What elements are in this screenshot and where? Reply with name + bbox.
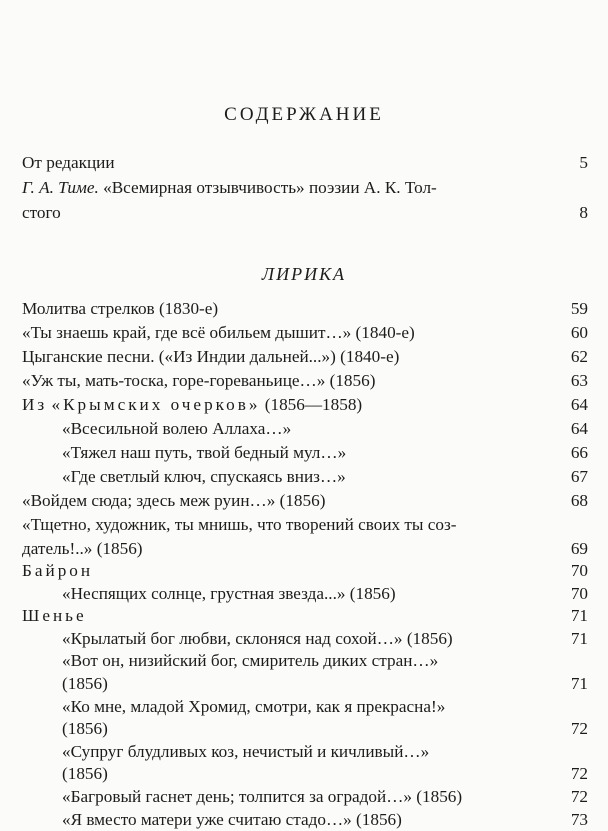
toc-entry-title: «Крылатый бог любви, склоняся над сохой…» (1856) [62, 628, 453, 648]
toc-entry[interactable] [22, 628, 588, 650]
toc-entry[interactable] [22, 346, 588, 368]
toc-entry-title: «Всесильной волею Аллаха…» [62, 419, 292, 438]
toc-entry-title: Цыганские песни. («Из Индии дальней...») (1840-е) [22, 347, 400, 366]
page-title: СОДЕРЖАНИЕ [224, 104, 384, 125]
toc-entry-title [22, 177, 588, 199]
toc-entry[interactable] [22, 152, 588, 174]
section-title: ЛИРИКА [261, 264, 347, 284]
toc-entry[interactable] [22, 177, 588, 199]
toc-entry-title: Байрон [22, 561, 94, 580]
toc-page-number: 71 [570, 674, 588, 693]
toc-entry[interactable] [22, 560, 588, 582]
toc-entry[interactable] [22, 650, 588, 672]
toc-entry-title: Молитва стрелков (1830-е) [22, 299, 219, 318]
toc-page-number: 66 [570, 443, 588, 462]
toc-entry[interactable] [22, 370, 588, 392]
toc-page-number: 72 [570, 719, 588, 739]
toc-entry-title-spaced: «Крымских очерков» [51, 395, 261, 414]
toc-entry[interactable] [22, 298, 588, 320]
toc-page-number: 64 [570, 395, 588, 414]
toc-page-number: 69 [570, 539, 588, 558]
toc-entry-title-line2: датель!..» (1856) [22, 539, 143, 558]
toc-entry-title: «Тяжел наш путь, твой бедный мул…» [62, 443, 347, 462]
toc-entry[interactable] [22, 809, 588, 831]
toc-entry-title [22, 394, 362, 416]
toc-page-number: 71 [570, 606, 588, 626]
toc-entry-continuation [22, 718, 588, 740]
toc-entry-title-line2: (1856) [62, 674, 108, 693]
toc-entry-title: «Я вместо матери уже считаю стадо…» (1856) [62, 809, 402, 829]
toc-entry[interactable] [22, 741, 588, 763]
toc-page-number: 73 [570, 809, 588, 829]
toc-entry-title-line2: (1856) [62, 719, 108, 739]
toc-entry[interactable] [22, 418, 588, 440]
toc-entry[interactable] [22, 786, 588, 808]
toc-entry-continuation [22, 538, 588, 560]
toc-entry[interactable] [22, 394, 588, 416]
toc-page-number: 5 [579, 153, 588, 172]
toc-page-number: 64 [570, 419, 588, 438]
toc-entry-title-line1: «Ко мне, младой Хромид, смотри, как я прекрасна!» [62, 696, 446, 716]
toc-entry-title-line1: «Всемирная отзывчивость» поэзии А. К. Тол- [103, 178, 437, 197]
toc-entry-title: «Где светлый ключ, спускаясь вниз…» [62, 467, 346, 486]
toc-page-number: 59 [570, 299, 588, 318]
toc-entry[interactable] [22, 583, 588, 605]
toc-entry-title-line2: стого [22, 203, 61, 222]
toc-entry-title-line1: «Вот он, низийский бог, смиритель диких стран…» [62, 651, 439, 671]
toc-page-number: 72 [570, 787, 588, 806]
toc-entry[interactable] [22, 322, 588, 344]
toc-page-number: 62 [570, 347, 588, 366]
toc-entry[interactable] [22, 696, 588, 718]
toc-entry[interactable] [22, 442, 588, 464]
toc-entry-title: «Багровый гаснет день; толпится за оградой…» (1856) [62, 787, 463, 806]
toc-entry-continuation [22, 202, 588, 224]
toc-entry-author: Г. А. Тиме. [22, 178, 99, 197]
toc-page-number: 60 [570, 323, 588, 342]
toc-entry-title-line1: «Тщетно, художник, ты мнишь, что творений своих ты соз- [22, 515, 457, 534]
toc-entry[interactable] [22, 466, 588, 488]
toc-entry-title-line2: (1856) [62, 764, 108, 784]
toc-entry-continuation [22, 673, 588, 695]
toc-entry[interactable] [22, 490, 588, 512]
toc-page-number: 8 [579, 203, 588, 222]
toc-entry-title: Шенье [22, 606, 87, 626]
toc-page-number: 63 [570, 371, 588, 390]
toc-entry-title: «Неспящих солнце, грустная звезда...» (1856) [62, 583, 396, 603]
toc-entry-title: «Уж ты, мать-тоска, горе-гореваньице…» (1856) [22, 371, 376, 390]
toc-entry-title-rest: (1856—1858) [264, 395, 363, 414]
toc-entry-title: От редакции [22, 153, 115, 172]
toc-entry-continuation [22, 763, 588, 785]
toc-page-number: 71 [570, 628, 588, 648]
toc-page-number: 70 [570, 583, 588, 603]
toc-page-number: 68 [570, 491, 588, 510]
toc-entry[interactable] [22, 605, 588, 627]
toc-entry-title-line1: «Супруг блудливых коз, нечистый и кичливый…» [62, 741, 430, 761]
toc-entry-title: «Войдем сюда; здесь меж руин…» (1856) [22, 491, 326, 510]
toc-entry[interactable] [22, 514, 588, 536]
toc-page-number: 72 [570, 764, 588, 784]
toc-page-number: 67 [570, 467, 588, 486]
toc-page-number: 70 [570, 561, 588, 580]
toc-entry-title-spaced: Из [22, 395, 48, 414]
toc-entry-title: «Ты знаешь край, где всё обильем дышит…» (1840-е) [22, 323, 415, 342]
